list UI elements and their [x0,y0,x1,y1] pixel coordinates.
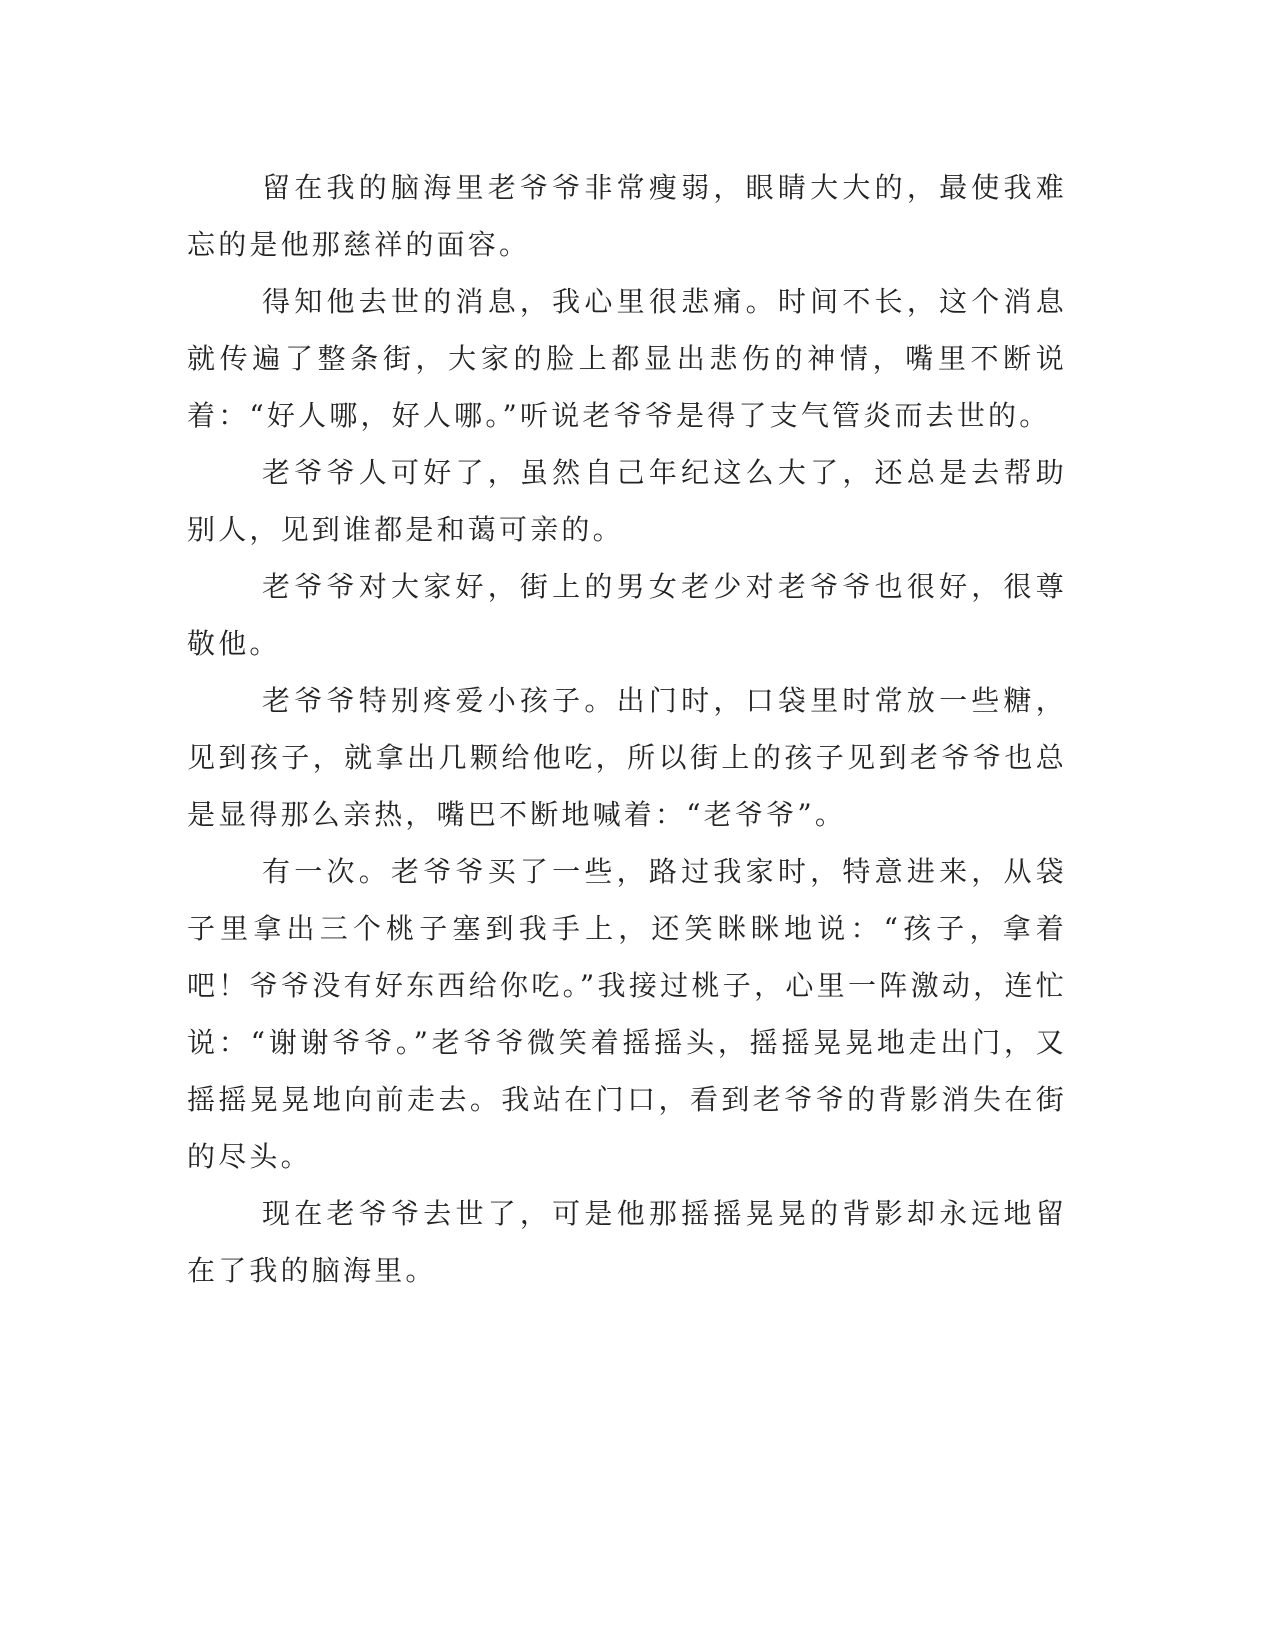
paragraph-1: 留在我的脑海里老爷爷非常瘦弱，眼睛大大的，最使我难忘的是他那慈祥的面容。 [187,171,1067,261]
paragraph-6: 有一次。老爷爷买了一些，路过我家时，特意进来，从袋子里拿出三个桃子塞到我手上，还笑眯眯地说：“孩子，拿着吧！爷爷没有好东西给你吃。”我接过桃子，心里一阵激动，连忙说：“谢谢爷爷。”老爷爷微笑着摇摇头，摇摇晃晃地走出门，又摇摇晃晃地向前走去。我站在门口，看到老爷爷的背影消失在街的尽头。 [187,855,1067,1173]
essay-body [187,159,1067,1299]
paragraph-5: 老爷爷特别疼爱小孩子。出门时，口袋里时常放一些糖，见到孩子，就拿出几颗给他吃，所以街上的孩子见到老爷爷也总是显得那么亲热，嘴巴不断地喊着：“老爷爷”。 [187,684,1067,831]
paragraph-4: 老爷爷对大家好，街上的男女老少对老爷爷也很好，很尊敬他。 [187,570,1067,660]
paragraph-7: 现在老爷爷去世了，可是他那摇摇晃晃的背影却永远地留在了我的脑海里。 [187,1197,1067,1287]
paragraph-3: 老爷爷人可好了，虽然自己年纪这么大了，还总是去帮助别人，见到谁都是和蔼可亲的。 [187,456,1067,546]
paragraph-2: 得知他去世的消息，我心里很悲痛。时间不长，这个消息就传遍了整条街，大家的脸上都显出悲伤的神情，嘴里不断说着：“好人哪，好人哪。”听说老爷爷是得了支气管炎而去世的。 [187,285,1067,432]
